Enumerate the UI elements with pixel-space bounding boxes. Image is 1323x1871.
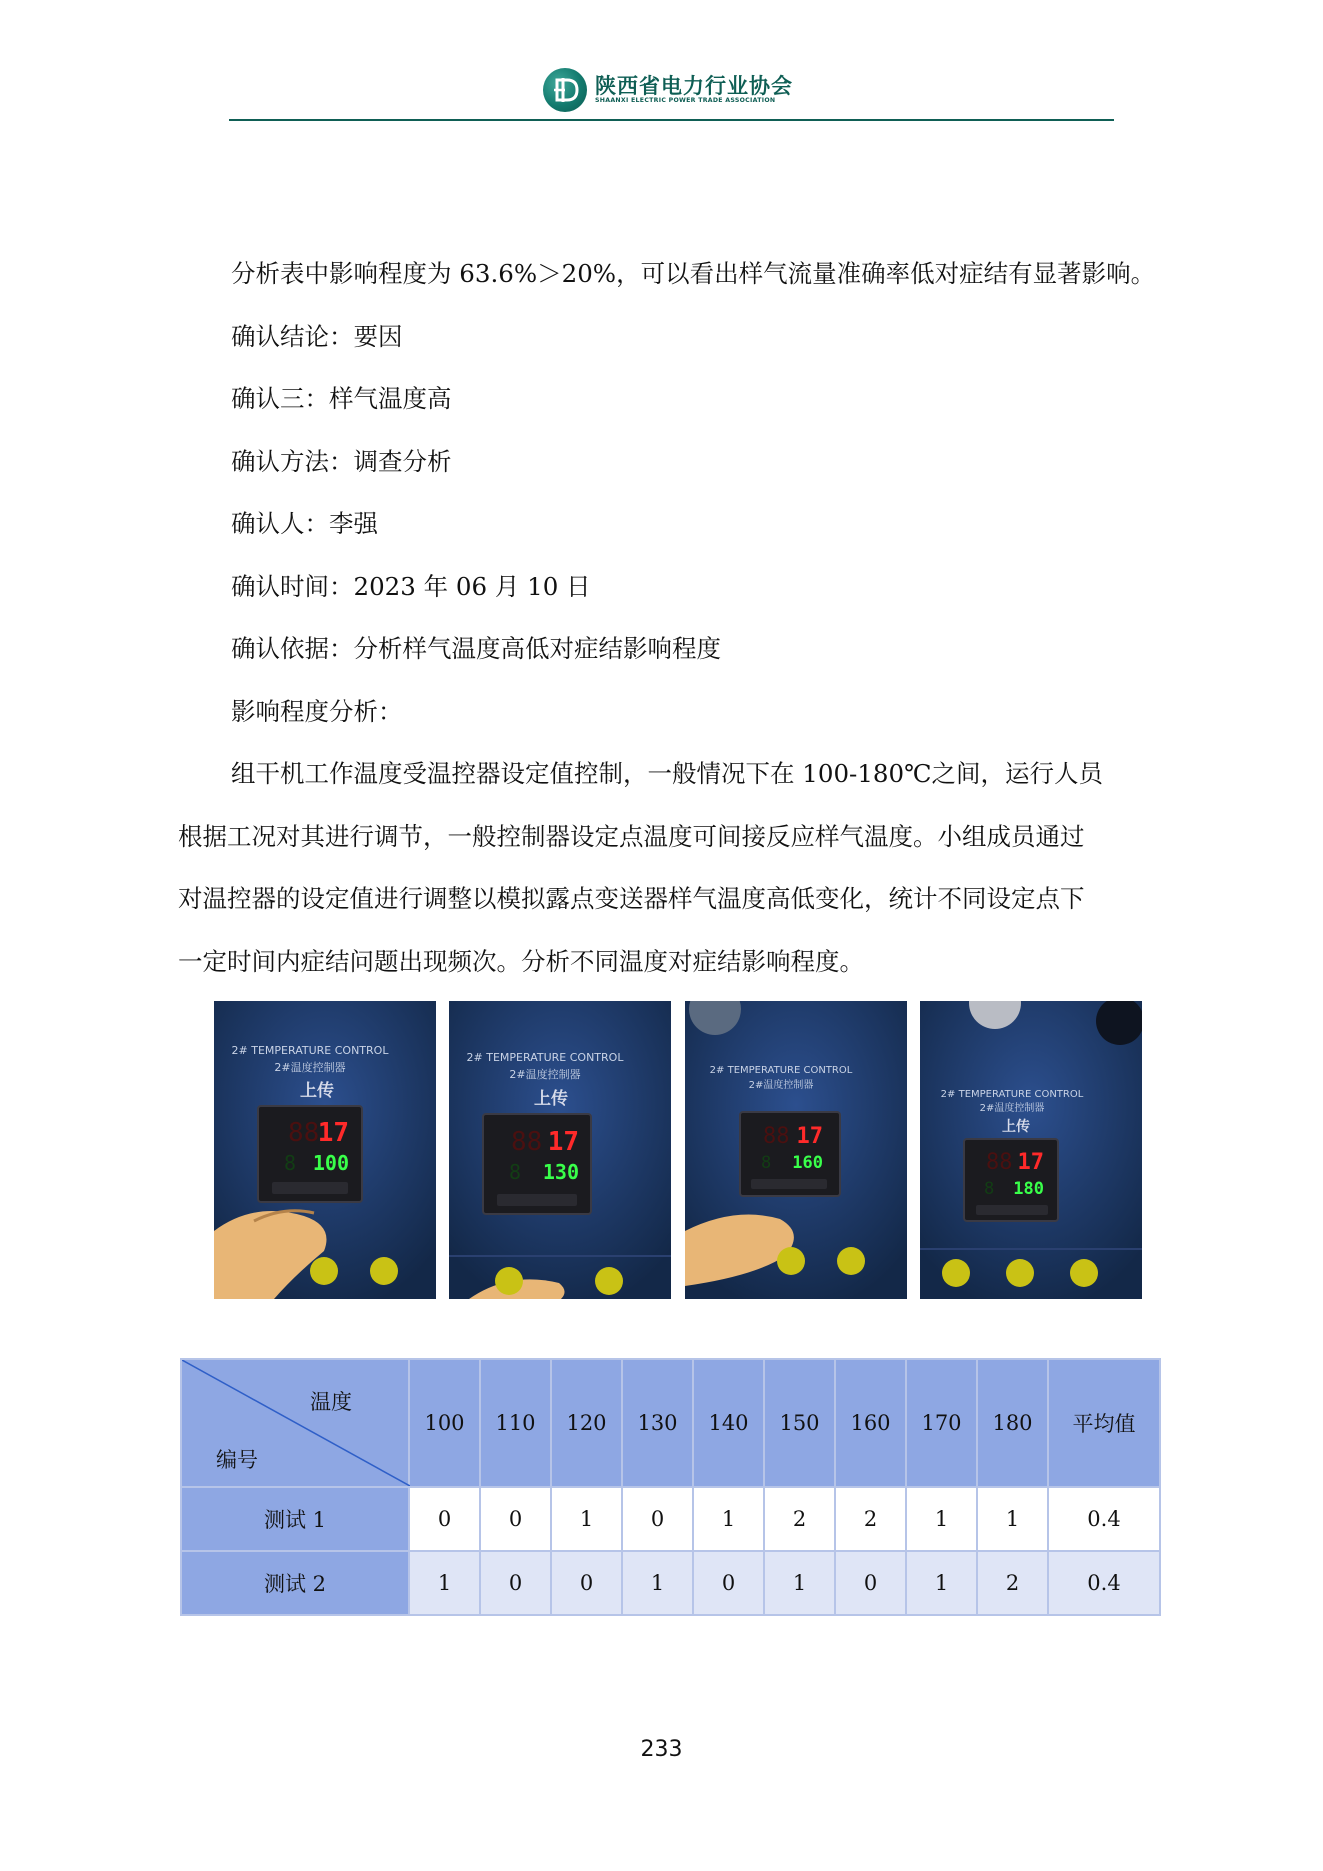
panel-title-en: 2# TEMPERATURE CONTROL xyxy=(940,1089,1084,1100)
svg-text:88: 88 xyxy=(288,1118,320,1148)
temperature-controller-photo xyxy=(920,1001,1142,1299)
panel-title-cn: 2#温度控制器 xyxy=(274,1061,346,1074)
table-cell: 1 xyxy=(764,1551,835,1615)
temperature-controller-photo xyxy=(449,1001,671,1299)
page-header xyxy=(229,64,1114,122)
column-header: 180 xyxy=(977,1359,1048,1487)
sv-display: 160 xyxy=(792,1153,823,1173)
table-cell-average: 0.4 xyxy=(1048,1487,1160,1551)
paragraph-confirm-person: 确认人：李强 xyxy=(231,509,378,538)
column-header: 100 xyxy=(409,1359,480,1487)
column-header: 150 xyxy=(764,1359,835,1487)
column-header: 120 xyxy=(551,1359,622,1487)
temperature-controller-photo xyxy=(214,1001,436,1299)
table-row xyxy=(181,1551,1160,1615)
panel-title-en: 2# TEMPERATURE CONTROL xyxy=(231,1044,389,1057)
svg-text:8: 8 xyxy=(284,1151,297,1175)
table-header-row xyxy=(181,1359,1160,1487)
corner-label-number: 编号 xyxy=(216,1448,258,1472)
paragraph-influence-conclusion: 分析表中影响程度为 63.6%＞20%，可以看出样气流量准确率低对症结有显著影响。 xyxy=(231,259,1156,288)
table-cell: 0 xyxy=(693,1551,764,1615)
panel-title-cn: 2#温度控制器 xyxy=(748,1080,814,1091)
svg-text:8: 8 xyxy=(509,1160,522,1184)
table-cell: 1 xyxy=(906,1487,977,1551)
table-cell: 2 xyxy=(977,1551,1048,1615)
paragraph-body-line: 组干机工作温度受温控器设定值控制，一般情况下在 100-180℃之间，运行人员 xyxy=(231,759,1103,788)
corner-label-temperature: 温度 xyxy=(310,1390,352,1414)
table-cell: 1 xyxy=(693,1487,764,1551)
temperature-controller-photo xyxy=(685,1001,907,1299)
table-cell: 0 xyxy=(551,1551,622,1615)
association-name-cn: 陕西省电力行业协会 xyxy=(595,74,793,98)
sv-display: 100 xyxy=(312,1151,349,1175)
table-cell: 0 xyxy=(622,1487,693,1551)
table-cell: 2 xyxy=(764,1487,835,1551)
panel-label: 上传 xyxy=(534,1089,568,1109)
svg-text:8: 8 xyxy=(761,1153,772,1173)
association-name-en: SHAANXI ELECTRIC POWER TRADE ASSOCIATION xyxy=(595,97,776,104)
paragraph-confirm-basis: 确认依据：分析样气温度高低对症结影响程度 xyxy=(231,634,721,663)
pv-display: 17 xyxy=(796,1124,823,1149)
paragraph-confirm-time: 确认时间：2023 年 06 月 10 日 xyxy=(231,572,591,601)
row-label: 测试 1 xyxy=(181,1487,409,1551)
table-cell: 0 xyxy=(480,1487,551,1551)
column-header: 140 xyxy=(693,1359,764,1487)
column-header-average: 平均值 xyxy=(1048,1359,1160,1487)
row-label: 测试 2 xyxy=(181,1551,409,1615)
table-cell: 1 xyxy=(622,1551,693,1615)
panel-title-en: 2# TEMPERATURE CONTROL xyxy=(466,1051,624,1064)
table-cell: 0 xyxy=(409,1487,480,1551)
svg-text:88: 88 xyxy=(511,1127,543,1157)
paragraph-confirm-item: 确认三：样气温度高 xyxy=(231,384,452,413)
column-header: 130 xyxy=(622,1359,693,1487)
svg-text:88: 88 xyxy=(986,1150,1013,1175)
paragraph-confirm-result: 确认结论：要因 xyxy=(231,322,403,351)
panel-title-cn: 2#温度控制器 xyxy=(979,1103,1045,1114)
logo-emblem-icon xyxy=(543,68,587,112)
pv-display: 17 xyxy=(547,1127,579,1157)
header-divider xyxy=(229,119,1114,121)
table-cell: 0 xyxy=(835,1551,906,1615)
table-cell-average: 0.4 xyxy=(1048,1551,1160,1615)
sv-display: 130 xyxy=(542,1160,579,1184)
table-cell: 1 xyxy=(409,1551,480,1615)
panel-label: 上传 xyxy=(300,1081,334,1101)
panel-title-en: 2# TEMPERATURE CONTROL xyxy=(709,1065,853,1076)
paragraph-body-line: 对温控器的设定值进行调整以模拟露点变送器样气温度高低变化，统计不同设定点下 xyxy=(178,884,1085,913)
panel-label: 上传 xyxy=(1002,1119,1030,1135)
sv-display: 180 xyxy=(1013,1179,1044,1199)
table-corner-cell xyxy=(181,1359,409,1487)
table-cell: 1 xyxy=(977,1487,1048,1551)
panel-title-cn: 2#温度控制器 xyxy=(509,1068,581,1081)
page-number: 233 xyxy=(640,1737,683,1762)
table-cell: 0 xyxy=(480,1551,551,1615)
paragraph-confirm-method: 确认方法：调查分析 xyxy=(231,447,452,476)
temperature-test-table xyxy=(180,1358,1161,1616)
pv-display: 17 xyxy=(317,1118,349,1148)
table-cell: 1 xyxy=(906,1551,977,1615)
paragraph-analysis-heading: 影响程度分析： xyxy=(231,697,403,726)
svg-text:88: 88 xyxy=(763,1124,790,1149)
paragraph-body-line: 根据工况对其进行调节，一般控制器设定点温度可间接反应样气温度。小组成员通过 xyxy=(178,822,1085,851)
pv-display: 17 xyxy=(1017,1150,1044,1175)
association-logo xyxy=(543,68,793,112)
svg-text:8: 8 xyxy=(984,1179,995,1199)
column-header: 110 xyxy=(480,1359,551,1487)
table-cell: 2 xyxy=(835,1487,906,1551)
table-row xyxy=(181,1487,1160,1551)
table-cell: 1 xyxy=(551,1487,622,1551)
paragraph-body-line: 一定时间内症结问题出现频次。分析不同温度对症结影响程度。 xyxy=(178,947,864,976)
column-header: 170 xyxy=(906,1359,977,1487)
column-header: 160 xyxy=(835,1359,906,1487)
